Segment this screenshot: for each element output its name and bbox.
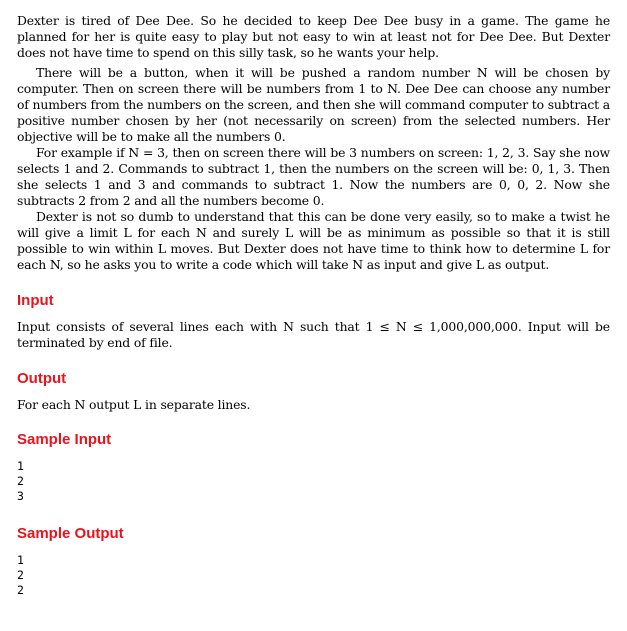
sample-input-line: 1	[17, 459, 24, 473]
input-heading: Input	[17, 292, 54, 309]
sample-input-heading: Sample Input	[17, 431, 112, 448]
sample-output-line: 2	[17, 583, 24, 597]
output-description: For each N output L in separate lines.	[17, 397, 251, 412]
sample-input-line: 2	[17, 474, 24, 488]
sample-input-line: 3	[17, 489, 24, 503]
sample-input-block	[17, 459, 24, 504]
statement-paragraph-4: Dexter is not so dumb to understand that this can be done very easily, so to make a twist he will give a limit L for each N and surely L will be as minimum as possible so that it is still possible to win within L moves. But Dexter does not have time to think how to determine L for each N, so he asks you to write a code which will take N as input and give L as output.	[17, 209, 610, 272]
input-description: Input consists of several lines each with N such that 1 ≤ N ≤ 1,000,000,000. Input will be terminated by end of file.	[17, 319, 610, 350]
statement-paragraph-1: Dexter is tired of Dee Dee. So he decided to keep Dee Dee busy in a game. The game he planned for her is quite easy to play but not easy to win at least not for Dee Dee. But Dexter does not have time to spend on this silly task, so he wants your help.	[17, 13, 610, 60]
output-heading: Output	[17, 370, 67, 387]
sample-output-line: 2	[17, 568, 24, 582]
sample-output-line: 1	[17, 553, 24, 567]
statement-paragraph-2: There will be a button, when it will be pushed a random number N will be chosen by computer. Then on screen there will be numbers from 1 to N. Dee Dee can choose any number of numbers from the numbers on the screen, and then she will command computer to subtract a positive number chosen by her (not necessarily on screen) from the selected numbers. Her objective will be to make all the numbers 0.	[17, 65, 611, 144]
sample-output-heading: Sample Output	[17, 525, 124, 542]
sample-output-block	[17, 553, 24, 598]
statement-paragraph-3: For example if N = 3, then on screen there will be 3 numbers on screen: 1, 2, 3. Say she now selects 1 and 2. Commands to subtract 1, then the numbers on the screen will be: 0, 1, 3. Then she selects 1 and 3 and commands to subtract 1. Now the numbers are 0, 0, 2. Now she subtracts 2 from 2 and all the numbers become 0.	[17, 145, 610, 208]
